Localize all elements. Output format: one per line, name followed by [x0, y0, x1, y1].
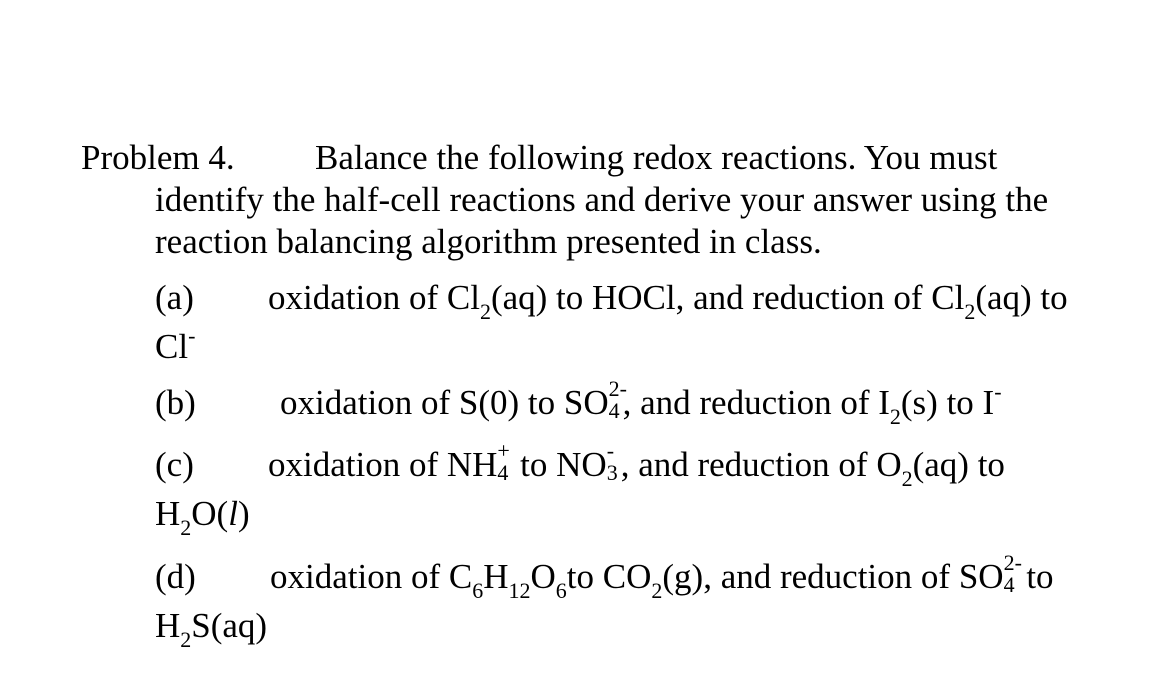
- part-c-sub-2: 3: [606, 460, 618, 485]
- part-c-sup-1: +: [497, 438, 510, 463]
- part-c-wrap-liquid: l: [228, 494, 238, 533]
- problem-number: Problem 4.: [81, 138, 235, 177]
- part-c-text-4: (aq) to: [912, 445, 1005, 484]
- part-c-wrap-text-3: ): [237, 494, 250, 533]
- part-d-text-6: to: [1017, 557, 1054, 596]
- part-b-supsub: [608, 376, 627, 423]
- part-c-label-text: (c): [155, 445, 194, 484]
- part-d-text-5: (g), and reduction of SO: [662, 557, 1004, 596]
- part-d-sub-5: 4: [1003, 572, 1015, 597]
- part-c-supsub-2: [606, 438, 621, 485]
- part-d-sub-4: 2: [651, 578, 663, 603]
- part-c-line-2: [155, 493, 250, 540]
- part-d-label-text: (d): [155, 557, 196, 596]
- part-b-sup-2: -: [994, 379, 1002, 404]
- part-d-wrap-text-1: H: [155, 606, 181, 645]
- part-a-line-1: [268, 277, 1068, 324]
- part-c-sup-2: -: [606, 438, 615, 463]
- part-c-text-2: to NO: [511, 445, 607, 484]
- part-d-text-2: H: [483, 557, 509, 596]
- part-c-wrap-sub: 2: [180, 515, 192, 540]
- part-d-sub-3: 6: [555, 578, 567, 603]
- part-c-wrap-text-1: H: [155, 494, 181, 533]
- part-a-text-1: oxidation of Cl: [268, 278, 480, 317]
- part-c-sub-3: 2: [901, 466, 913, 491]
- part-d-text-3: O: [530, 557, 556, 596]
- part-a-label-text: (a): [155, 278, 194, 317]
- part-d-line-2: [155, 605, 268, 652]
- part-c-line-1: [268, 438, 1005, 491]
- part-d-text-1: oxidation of C: [270, 557, 473, 596]
- part-d-line-1: [270, 550, 1054, 603]
- part-a-sub-1: 2: [479, 299, 491, 324]
- part-b-text-2: , and reduction of I: [622, 383, 890, 422]
- part-d-text-4: to CO: [566, 557, 652, 596]
- part-c-sub-1: 4: [497, 460, 509, 485]
- part-b-sub: 4: [608, 398, 620, 423]
- part-c-text-1: oxidation of NH: [268, 445, 498, 484]
- part-a-text-3: (aq) to: [975, 278, 1068, 317]
- part-b-text-1: oxidation of S(0) to SO: [280, 383, 609, 422]
- problem-intro-line-1: [315, 137, 997, 179]
- problem-intro-text-2: identify the half-cell reactions and derive your answer using the: [155, 180, 1049, 219]
- problem-header-line: [81, 137, 235, 179]
- part-b-sup: 2-: [608, 376, 627, 401]
- part-b-text-3: (s) to I: [900, 383, 995, 422]
- part-b-sub-2: 2: [889, 404, 901, 429]
- problem-intro-line-3: [155, 221, 822, 263]
- part-d-sup-5: 2-: [1003, 550, 1022, 575]
- problem-intro-text-1: Balance the following redox reactions. You must: [315, 138, 998, 177]
- part-d-wrap-text-2: S(aq): [191, 606, 268, 645]
- part-d-supsub: [1003, 550, 1022, 597]
- part-a-text-2: (aq) to HOCl, and reduction of Cl: [490, 278, 965, 317]
- part-c-supsub-1: [497, 438, 511, 485]
- part-c-wrap-text-2: O(: [191, 494, 229, 533]
- part-d-sub-2: 12: [508, 578, 531, 603]
- part-c-label: [155, 444, 194, 486]
- part-a-label: [155, 277, 194, 319]
- part-c-text-3: , and reduction of O: [620, 445, 902, 484]
- problem-intro-text-3: reaction balancing algorithm presented in class.: [155, 222, 822, 261]
- part-a-wrap-sup: -: [188, 323, 196, 348]
- part-b-label: [155, 382, 196, 424]
- part-d-label: [155, 556, 196, 598]
- part-d-wrap-sub: 2: [180, 627, 192, 652]
- problem-intro-line-2: [155, 179, 1048, 221]
- part-b-line-1: [280, 376, 1002, 429]
- part-a-wrap-text: Cl: [155, 327, 189, 366]
- part-a-sub-2: 2: [964, 299, 976, 324]
- part-b-label-text: (b): [155, 383, 196, 422]
- part-a-line-2: [155, 323, 196, 368]
- part-d-sub-1: 6: [472, 578, 484, 603]
